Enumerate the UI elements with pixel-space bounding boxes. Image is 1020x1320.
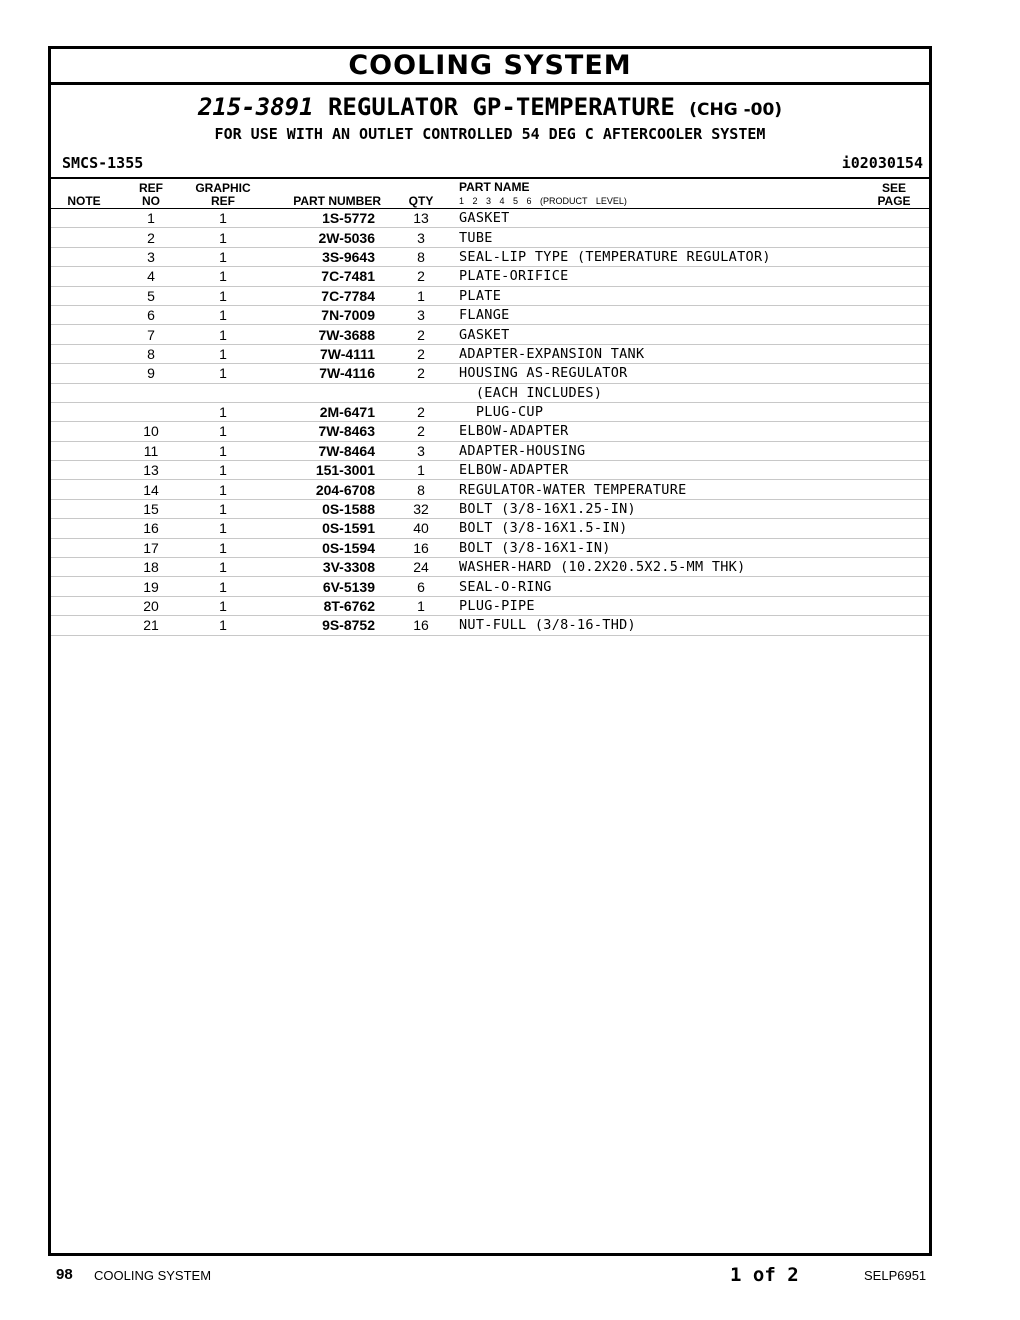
cell-part-number: 3S-9643 [261, 247, 389, 266]
cell-qty: 2 [389, 344, 453, 363]
cell-ref-no [117, 383, 185, 402]
cell-see-page [859, 499, 929, 518]
cell-part-number: 7C-7784 [261, 286, 389, 305]
cell-graphic-ref: 1 [185, 596, 261, 615]
col-qty: QTY [389, 179, 453, 209]
cell-note [51, 209, 117, 228]
col-graphic-ref: GRAPHIC REF [185, 179, 261, 209]
cell-part-number: 204-6708 [261, 480, 389, 499]
system-title: COOLING SYSTEM [51, 49, 929, 85]
cell-part-number: 7C-7481 [261, 267, 389, 286]
cell-part-number: 7W-8463 [261, 422, 389, 441]
cell-see-page [859, 267, 929, 286]
cell-ref-no: 7 [117, 325, 185, 344]
table-row [51, 596, 929, 615]
cell-note [51, 228, 117, 247]
cell-qty: 2 [389, 422, 453, 441]
cell-qty: 1 [389, 461, 453, 480]
cell-see-page [859, 344, 929, 363]
cell-qty: 3 [389, 228, 453, 247]
col-see-page: SEE PAGE [859, 179, 929, 209]
table-row [51, 364, 929, 383]
cell-ref-no: 21 [117, 616, 185, 635]
cell-graphic-ref: 1 [185, 286, 261, 305]
cell-part-name: (EACH INCLUDES) [453, 383, 859, 402]
cell-graphic-ref: 1 [185, 344, 261, 363]
cell-note [51, 305, 117, 324]
cell-part-name: GASKET [453, 209, 859, 228]
cell-graphic-ref: 1 [185, 616, 261, 635]
table-row [51, 267, 929, 286]
cell-note [51, 441, 117, 460]
cell-part-name: NUT-FULL (3/8-16-THD) [453, 616, 859, 635]
cell-graphic-ref: 1 [185, 364, 261, 383]
cell-part-number: 7W-8464 [261, 441, 389, 460]
cell-ref-no: 16 [117, 519, 185, 538]
cell-note [51, 286, 117, 305]
table-row [51, 577, 929, 596]
page-number: 98 [56, 1266, 73, 1283]
cell-qty: 16 [389, 538, 453, 557]
cell-see-page [859, 480, 929, 499]
change-level: (CHG -00) [689, 100, 783, 120]
cell-part-name: FLANGE [453, 305, 859, 324]
table-row [51, 402, 929, 421]
cell-qty: 13 [389, 209, 453, 228]
footer-section: COOLING SYSTEM [94, 1268, 212, 1283]
cell-part-name: GASKET [453, 325, 859, 344]
cell-qty: 1 [389, 286, 453, 305]
cell-part-name: ELBOW-ADAPTER [453, 422, 859, 441]
cell-ref-no: 1 [117, 209, 185, 228]
cell-part-number: 2M-6471 [261, 402, 389, 421]
cell-part-name: ELBOW-ADAPTER [453, 461, 859, 480]
cell-note [51, 344, 117, 363]
doc-code: SELP6951 [864, 1268, 927, 1283]
cell-graphic-ref: 1 [185, 499, 261, 518]
cell-see-page [859, 538, 929, 557]
cell-part-name: SEAL-LIP TYPE (TEMPERATURE REGULATOR) [453, 247, 859, 266]
cell-ref-no: 15 [117, 499, 185, 518]
cell-part-name: ADAPTER-EXPANSION TANK [453, 344, 859, 363]
cell-part-name: PLUG-CUP [453, 402, 859, 421]
cell-part-name: ADAPTER-HOUSING [453, 441, 859, 460]
parts-table [51, 179, 929, 636]
cell-qty: 24 [389, 558, 453, 577]
cell-qty: 1 [389, 596, 453, 615]
cell-ref-no: 11 [117, 441, 185, 460]
code-row [51, 153, 929, 179]
cell-ref-no: 3 [117, 247, 185, 266]
group-name: REGULATOR GP-TEMPERATURE [327, 93, 675, 121]
cell-see-page [859, 441, 929, 460]
cell-graphic-ref: 1 [185, 519, 261, 538]
cell-ref-no: 5 [117, 286, 185, 305]
cell-graphic-ref: 1 [185, 461, 261, 480]
cell-note [51, 577, 117, 596]
cell-graphic-ref: 1 [185, 577, 261, 596]
cell-part-number: 7W-4116 [261, 364, 389, 383]
table-row [51, 480, 929, 499]
cell-part-number: 0S-1594 [261, 538, 389, 557]
cell-graphic-ref: 1 [185, 422, 261, 441]
cell-ref-no [117, 402, 185, 421]
page-footer [54, 1266, 926, 1286]
table-row [51, 422, 929, 441]
cell-qty: 8 [389, 480, 453, 499]
cell-graphic-ref: 1 [185, 267, 261, 286]
cell-part-number: 8T-6762 [261, 596, 389, 615]
cell-part-number: 7W-4111 [261, 344, 389, 363]
cell-part-number: 1S-5772 [261, 209, 389, 228]
group-part-number: 215-3891 [197, 93, 314, 121]
table-row [51, 558, 929, 577]
cell-ref-no: 10 [117, 422, 185, 441]
cell-part-number: 6V-5139 [261, 577, 389, 596]
cell-qty: 3 [389, 305, 453, 324]
cell-part-number: 7N-7009 [261, 305, 389, 324]
cell-ref-no: 18 [117, 558, 185, 577]
sheet-count: 1 of 2 [730, 1264, 799, 1286]
page-frame [48, 46, 932, 1256]
table-row [51, 461, 929, 480]
cell-qty: 2 [389, 325, 453, 344]
col-note: NOTE [51, 179, 117, 209]
cell-note [51, 499, 117, 518]
illustration-id: i02030154 [841, 154, 923, 172]
cell-see-page [859, 558, 929, 577]
cell-ref-no: 13 [117, 461, 185, 480]
cell-note [51, 267, 117, 286]
cell-note [51, 364, 117, 383]
parts-table-header [51, 179, 929, 209]
smcs-code: SMCS-1355 [62, 154, 144, 172]
cell-ref-no: 14 [117, 480, 185, 499]
cell-note [51, 402, 117, 421]
cell-part-name: WASHER-HARD (10.2X20.5X2.5-MM THK) [453, 558, 859, 577]
cell-qty: 6 [389, 577, 453, 596]
cell-note [51, 422, 117, 441]
cell-graphic-ref: 1 [185, 538, 261, 557]
cell-part-name: SEAL-O-RING [453, 577, 859, 596]
cell-note [51, 616, 117, 635]
cell-part-name: PLUG-PIPE [453, 596, 859, 615]
cell-part-name: PLATE [453, 286, 859, 305]
cell-graphic-ref: 1 [185, 209, 261, 228]
cell-ref-no: 2 [117, 228, 185, 247]
cell-see-page [859, 364, 929, 383]
cell-part-number: 0S-1591 [261, 519, 389, 538]
cell-note [51, 461, 117, 480]
product-levels: 1 2 3 4 5 6 (PRODUCT LEVEL) [459, 196, 627, 206]
table-row [51, 616, 929, 635]
col-part-name: PART NAME 1 2 3 4 5 6 (PRODUCT LEVEL) [453, 179, 859, 209]
cell-ref-no: 20 [117, 596, 185, 615]
cell-see-page [859, 325, 929, 344]
cell-note [51, 383, 117, 402]
cell-note [51, 596, 117, 615]
cell-note [51, 519, 117, 538]
cell-qty: 16 [389, 616, 453, 635]
cell-graphic-ref: 1 [185, 228, 261, 247]
cell-part-number [261, 383, 389, 402]
cell-ref-no: 9 [117, 364, 185, 383]
cell-part-number: 3V-3308 [261, 558, 389, 577]
use-line: FOR USE WITH AN OUTLET CONTROLLED 54 DEG C AFTERCOOLER SYSTEM [214, 125, 766, 143]
cell-see-page [859, 305, 929, 324]
cell-see-page [859, 519, 929, 538]
cell-ref-no: 19 [117, 577, 185, 596]
cell-graphic-ref: 1 [185, 480, 261, 499]
cell-part-number: 0S-1588 [261, 499, 389, 518]
cell-graphic-ref: 1 [185, 558, 261, 577]
cell-see-page [859, 422, 929, 441]
table-row [51, 325, 929, 344]
cell-part-number: 9S-8752 [261, 616, 389, 635]
cell-qty: 32 [389, 499, 453, 518]
cell-qty: 2 [389, 402, 453, 421]
cell-see-page [859, 228, 929, 247]
table-row [51, 499, 929, 518]
cell-see-page [859, 616, 929, 635]
cell-ref-no: 17 [117, 538, 185, 557]
table-row [51, 247, 929, 266]
cell-graphic-ref: 1 [185, 325, 261, 344]
cell-ref-no: 8 [117, 344, 185, 363]
table-row [51, 538, 929, 557]
table-row [51, 383, 929, 402]
cell-graphic-ref [185, 383, 261, 402]
cell-see-page [859, 577, 929, 596]
cell-see-page [859, 247, 929, 266]
cell-part-name: HOUSING AS-REGULATOR [453, 364, 859, 383]
cell-note [51, 538, 117, 557]
col-ref-no: REF NO [117, 179, 185, 209]
cell-note [51, 558, 117, 577]
cell-part-name: REGULATOR-WATER TEMPERATURE [453, 480, 859, 499]
cell-note [51, 325, 117, 344]
parts-table-body [51, 209, 929, 636]
cell-qty: 8 [389, 247, 453, 266]
cell-graphic-ref: 1 [185, 305, 261, 324]
group-title [51, 93, 929, 124]
cell-part-name: TUBE [453, 228, 859, 247]
cell-graphic-ref: 1 [185, 247, 261, 266]
cell-graphic-ref: 1 [185, 402, 261, 421]
col-part-number: PART NUMBER [261, 179, 389, 209]
cell-qty: 2 [389, 267, 453, 286]
cell-ref-no: 6 [117, 305, 185, 324]
cell-part-name: BOLT (3/8-16X1.5-IN) [453, 519, 859, 538]
cell-see-page [859, 596, 929, 615]
cell-qty: 2 [389, 364, 453, 383]
cell-ref-no: 4 [117, 267, 185, 286]
cell-see-page [859, 461, 929, 480]
cell-part-name: PLATE-ORIFICE [453, 267, 859, 286]
table-row [51, 228, 929, 247]
cell-part-name: BOLT (3/8-16X1-IN) [453, 538, 859, 557]
table-row [51, 209, 929, 228]
cell-qty [389, 383, 453, 402]
cell-qty: 40 [389, 519, 453, 538]
table-row [51, 286, 929, 305]
cell-see-page [859, 383, 929, 402]
cell-note [51, 247, 117, 266]
cell-part-number: 2W-5036 [261, 228, 389, 247]
cell-part-name: BOLT (3/8-16X1.25-IN) [453, 499, 859, 518]
table-row [51, 441, 929, 460]
table-row [51, 305, 929, 324]
cell-qty: 3 [389, 441, 453, 460]
cell-see-page [859, 402, 929, 421]
table-row [51, 344, 929, 363]
cell-see-page [859, 209, 929, 228]
cell-graphic-ref: 1 [185, 441, 261, 460]
cell-note [51, 480, 117, 499]
cell-part-number: 151-3001 [261, 461, 389, 480]
cell-part-number: 7W-3688 [261, 325, 389, 344]
table-row [51, 519, 929, 538]
cell-see-page [859, 286, 929, 305]
